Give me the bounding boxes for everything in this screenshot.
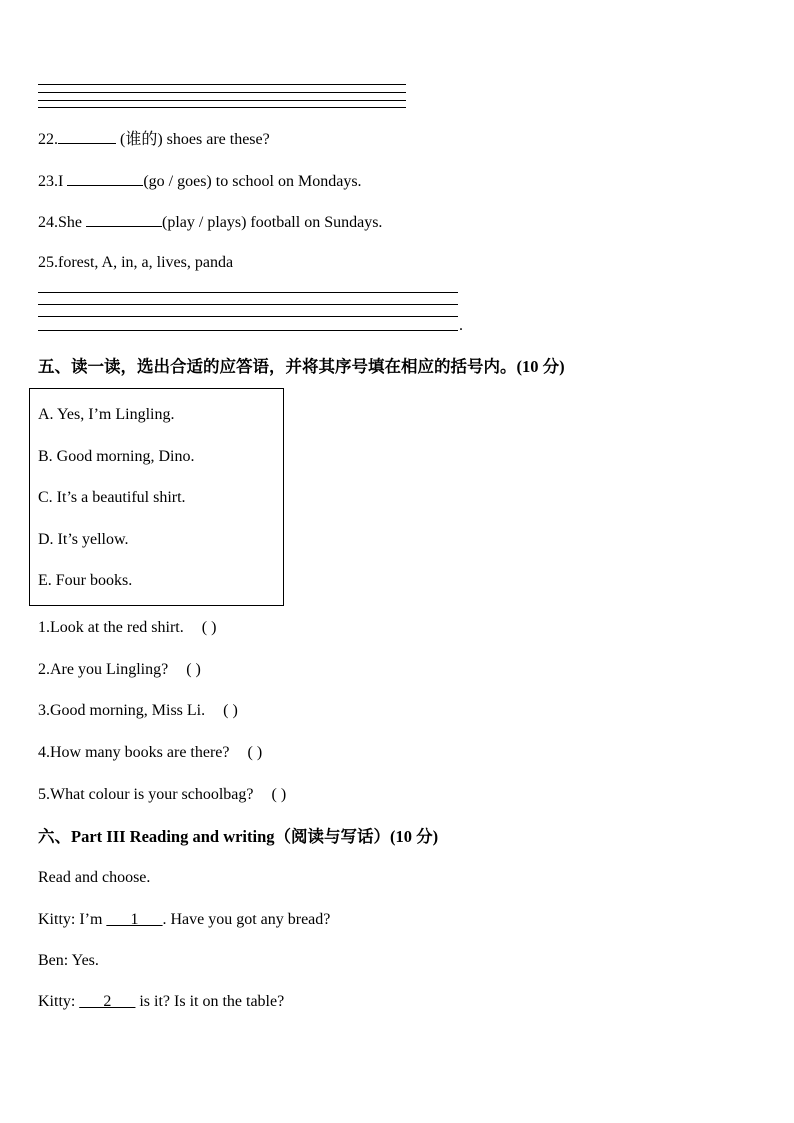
option-a: A. Yes, I’m Lingling. xyxy=(38,406,175,423)
dialogue-blank[interactable]: ___1___ xyxy=(106,911,163,928)
question-prefix: 24.She xyxy=(38,214,82,231)
section-6-heading: 六、Part III Reading and writing（阅读与写话）(10 分) xyxy=(38,827,439,846)
option-c: C. It’s a beautiful shirt. xyxy=(38,489,186,506)
question-text: shoes are these? xyxy=(166,131,270,148)
question-hint: (谁的) xyxy=(120,131,163,148)
match-question-text: 4.How many books are there? xyxy=(38,744,230,761)
end-mark: . xyxy=(459,317,463,334)
option-e: E. Four books. xyxy=(38,572,133,589)
answer-parentheses[interactable]: ( ) xyxy=(201,619,217,636)
answer-line[interactable] xyxy=(38,330,458,331)
dialogue-line xyxy=(38,992,284,1012)
answer-parentheses[interactable]: ( ) xyxy=(223,702,238,719)
answer-line[interactable] xyxy=(38,292,458,293)
match-question xyxy=(38,660,201,680)
match-question-text: 2.Are you Lingling? xyxy=(38,661,169,678)
answer-line xyxy=(38,84,406,85)
answer-parentheses[interactable]: ( ) xyxy=(247,744,263,761)
dialogue-blank[interactable]: ___2___ xyxy=(79,993,136,1010)
fill-blank[interactable] xyxy=(67,170,143,186)
answer-parentheses[interactable]: ( ) xyxy=(186,661,201,678)
match-question xyxy=(38,618,216,638)
dialogue-line xyxy=(38,951,99,971)
question-number: 22. xyxy=(38,131,58,148)
option-d: D. It’s yellow. xyxy=(38,531,129,548)
match-question-text: 3.Good morning, Miss Li. xyxy=(38,702,206,719)
answer-line xyxy=(38,100,406,101)
answer-line xyxy=(38,92,406,93)
match-question xyxy=(38,701,238,721)
question-22 xyxy=(38,128,270,150)
match-question-text: 1.Look at the red shirt. xyxy=(38,619,184,636)
answer-line[interactable] xyxy=(38,304,458,305)
fill-blank[interactable] xyxy=(86,211,162,227)
match-question-text: 5.What colour is your schoolbag? xyxy=(38,786,254,803)
section-5-heading: 五、读一读，选出合适的应答语，并将其序号填在相应的括号内。(10 分) xyxy=(38,357,565,376)
question-text: football on Sundays. xyxy=(250,214,383,231)
question-24 xyxy=(38,211,382,233)
answer-line xyxy=(38,107,406,108)
match-question xyxy=(38,743,262,763)
question-hint: (go / goes) xyxy=(143,173,212,190)
options-box xyxy=(29,388,284,606)
question-text: to school on Mondays. xyxy=(215,173,362,190)
dialogue-text: is it? Is it on the table? xyxy=(135,993,285,1010)
fill-blank[interactable] xyxy=(58,128,116,144)
answer-line[interactable] xyxy=(38,316,458,317)
dialogue-speaker-text: Kitty: I’m xyxy=(38,911,107,928)
answer-parentheses[interactable]: ( ) xyxy=(271,786,287,803)
dialogue-text: . Have you got any bread? xyxy=(162,911,331,928)
dialogue-line xyxy=(38,910,330,930)
question-25: 25.forest, A, in, a, lives, panda xyxy=(38,254,234,271)
question-hint: (play / plays) xyxy=(162,214,247,231)
match-question xyxy=(38,785,286,805)
question-prefix: 23.I xyxy=(38,173,64,190)
dialogue-speaker-text: Ben: Yes. xyxy=(38,952,99,969)
question-23 xyxy=(38,170,362,192)
dialogue-speaker-text: Kitty: xyxy=(38,993,80,1010)
instruction: Read and choose. xyxy=(38,869,151,886)
option-b: B. Good morning, Dino. xyxy=(38,448,195,465)
